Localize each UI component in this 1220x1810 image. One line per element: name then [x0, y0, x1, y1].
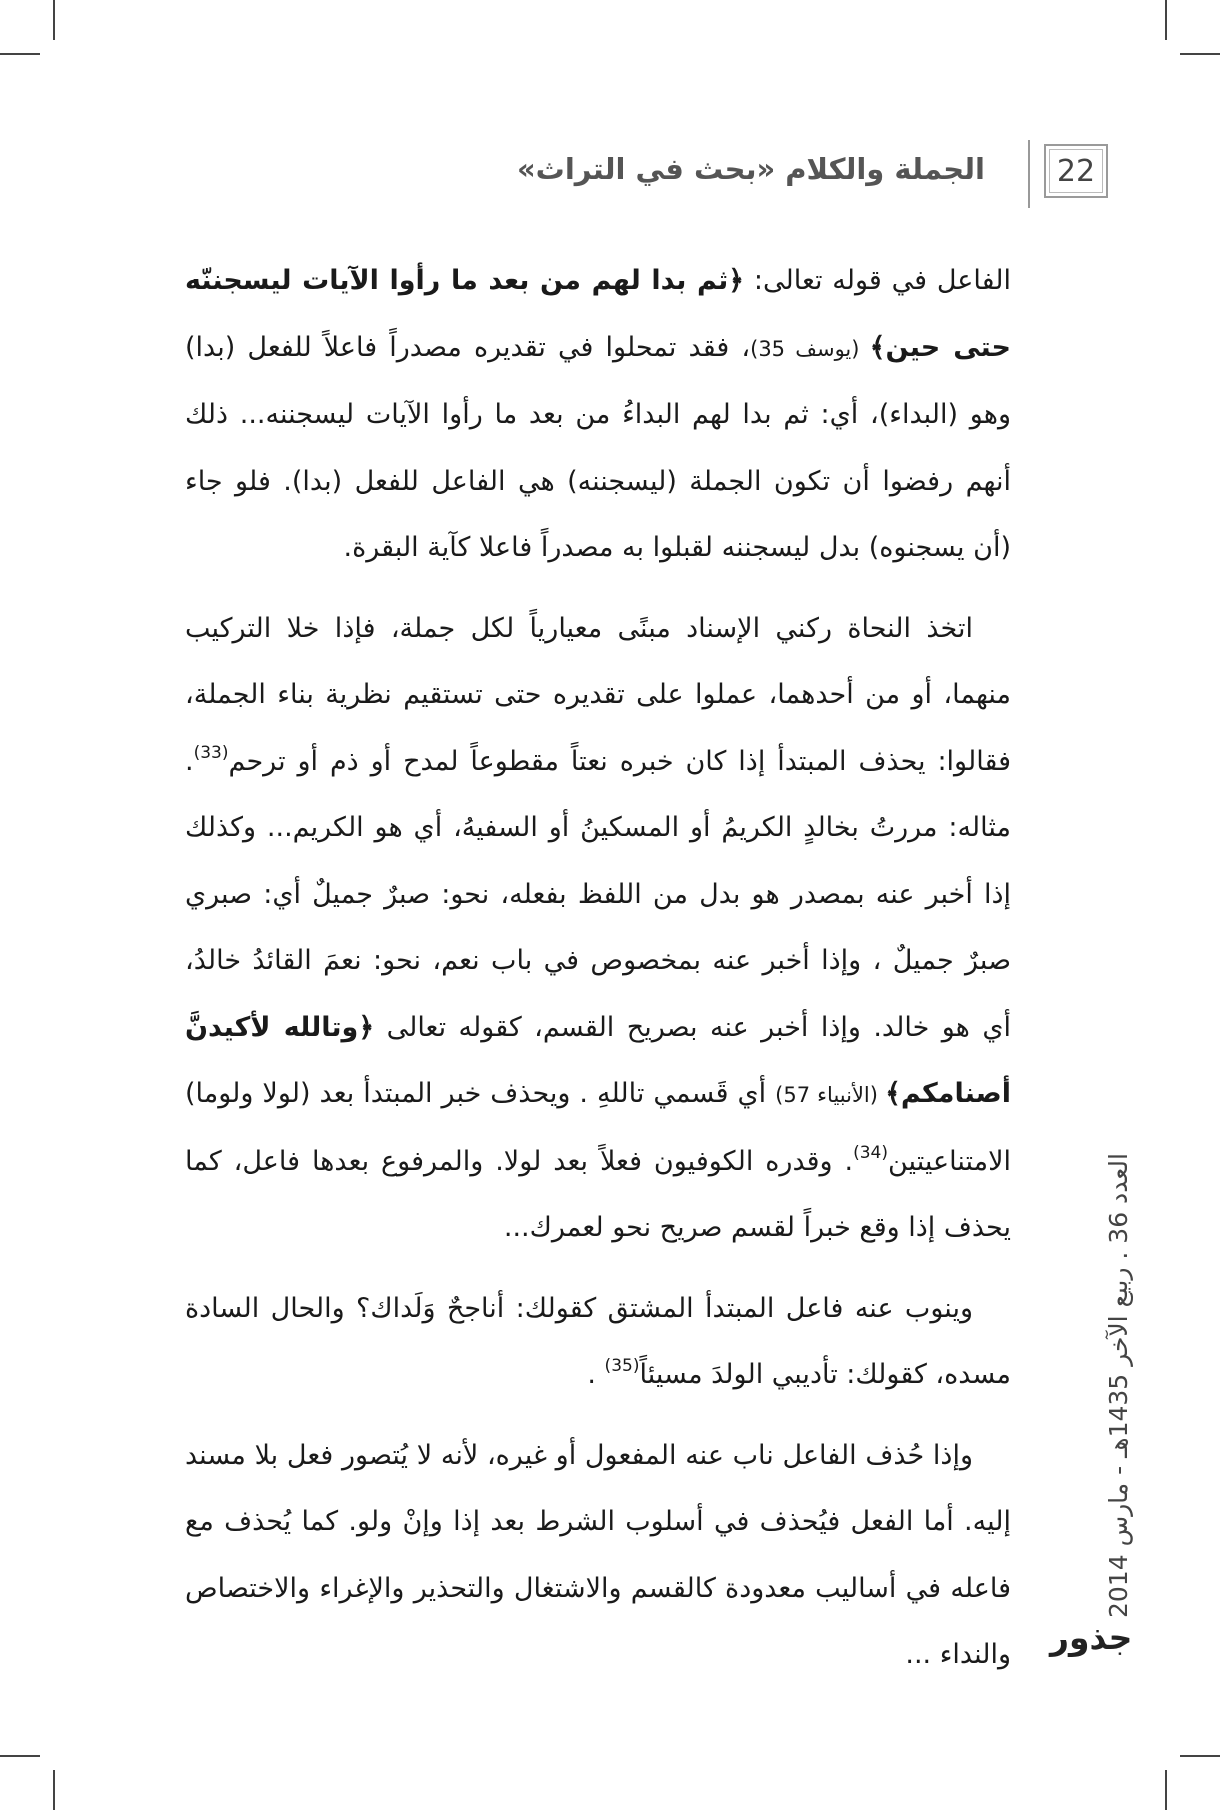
- page-number-box: [1044, 144, 1108, 198]
- crop-mark: [0, 53, 40, 55]
- page-number-frame: [1049, 149, 1103, 193]
- text-run: باب نعم، نحو: نعمَ القائدُ خالدُ، أي هو خالد. وإذا أخبر عنه بصريح: [185, 945, 1011, 1043]
- paragraph: [185, 1276, 1011, 1409]
- quran-quote: حتى حين﴾: [869, 331, 1011, 363]
- text-run: القسم، كقوله تعالى: [374, 1011, 615, 1043]
- crop-mark: [1165, 0, 1167, 40]
- quran-quote: ﴿ثم بدا لهم من بعد ما رأوا الآيات ليسجننّه: [185, 265, 745, 296]
- text-run: .: [587, 1359, 605, 1390]
- article-body: [185, 248, 1011, 1689]
- running-title: الجملة والكلام «بحث في التراث»: [516, 152, 985, 186]
- text-run: تاللهِ . ويحذف خبر المبتدأ بعد (لولا ولوما) الامتناعيتين: [185, 1078, 1011, 1177]
- text-run: أي هو الكريم... وكذلك إذا أخبر عنه بمصدر هو بدل من اللفظ بفعله،: [185, 812, 1011, 910]
- text-run: . مثاله: مررتُ بخالدٍ الكريمُ أو المسكينُ أو السفيهُ،: [185, 745, 1011, 843]
- paragraph: [185, 1423, 1011, 1689]
- citation: (الأنبياء 57): [775, 1083, 886, 1107]
- text-run: السادة مسده، كقولك: تأديبي الولدَ مسيئاً: [185, 1292, 1011, 1390]
- header-divider: [1028, 140, 1030, 208]
- text-run: الكوفيون فعلاً بعد لولا. والمرفوع بعدها فاعل، كما يحذف إذا وقع خبراً: [185, 1145, 1011, 1243]
- text-run: والإغراء والاختصاص والنداء ...: [185, 1572, 1011, 1670]
- text-run: الفاعل في قوله تعالى:: [744, 265, 1011, 296]
- footnote-ref: (35): [604, 1356, 640, 1376]
- text-run: أي قَسمي: [653, 1078, 776, 1109]
- crop-mark: [1180, 1755, 1220, 1757]
- text-run: بناء الجملة، فقالوا: يحذف المبتدأ إذا كان خبره نعتاً مقطوعاً لمدح: [185, 679, 1012, 777]
- text-run: نحو: صبرٌ جميلٌ أي: صبري صبرٌ جميلٌ ، وإذا أخبر عنه بمخصوص في: [185, 878, 1011, 976]
- text-run: بلا مسند إليه. أما الفعل فيُحذف في أسلوب الشرط بعد إذا وإنْ ولو.: [185, 1439, 1011, 1537]
- crop-mark: [53, 0, 55, 40]
- text-run: (بدا) وهو (البداء)، أي: ثم بدا لهم البداءُ من بعد ما رأوا الآيات: [185, 331, 1011, 430]
- quran-quote: ﴿وتالله لأكيدنَّ أصنامكم﴾: [185, 1011, 1011, 1109]
- text-run: التركيب منهما، أو من أحدهما، عملوا على تقديره حتى تستقيم نظرية: [185, 612, 1012, 710]
- issue-info: العدد 36 . ربيع الآخر 1435هـ - مارس 2014: [1104, 1153, 1133, 1618]
- footnote-ref: (33): [193, 742, 229, 763]
- text-run: للفعل (بدا). فلو جاء (أن يسجنوه) بدل ليسجننه لقبلوا به مصدراً: [185, 465, 1011, 563]
- text-run: ليسجننه... ذلك أنهم رفضوا أن تكون الجملة (ليسجننه) هي الفاعل: [185, 399, 1012, 497]
- text-run: فاعلا كآية البقرة.: [343, 532, 533, 563]
- text-run: وينوب عنه فاعل المبتدأ المشتق كقولك: أناجحٌ وَلَداك؟ والحال: [270, 1292, 973, 1324]
- text-run: ، فقد تمحلوا في تقديره مصدراً فاعلاً للفعل: [247, 331, 751, 363]
- text-run: كما يُحذف مع فاعله في أساليب معدودة كالقسم والاشتغال والتحذير: [185, 1506, 1012, 1604]
- text-run: لقسم صريح نحو لعمرك...: [503, 1212, 795, 1243]
- text-run: اتخذ النحاة ركني الإسناد مبنًى معيارياً لكل جملة، فإذا خلا: [286, 612, 973, 644]
- crop-mark: [0, 1755, 40, 1757]
- crop-mark: [1165, 1770, 1167, 1810]
- text-run: أو ذم أو ترحم: [228, 745, 392, 777]
- paragraph: [185, 248, 1011, 582]
- text-run: وإذا حُذف الفاعل ناب عنه المفعول أو غيره، لأنه لا يُتصور فعل: [286, 1439, 973, 1471]
- crop-mark: [53, 1770, 55, 1810]
- text-run: . وقدره: [765, 1145, 854, 1177]
- page-number: 22: [1056, 153, 1096, 189]
- journal-logo: جذور: [1050, 1618, 1133, 1657]
- crop-mark: [1180, 53, 1220, 55]
- footnote-ref: (34): [853, 1142, 888, 1163]
- citation: (يوسف 35): [750, 336, 870, 361]
- paragraph: [185, 596, 1011, 1262]
